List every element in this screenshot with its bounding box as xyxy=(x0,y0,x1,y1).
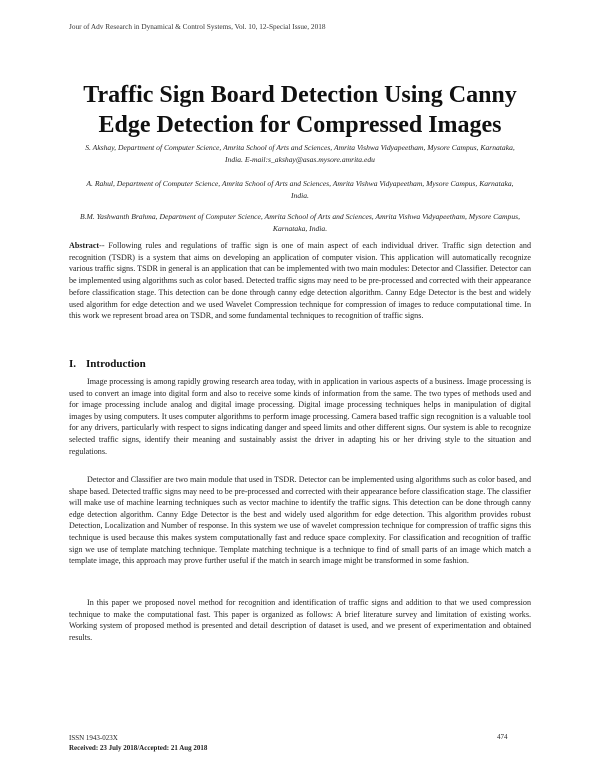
author-affiliation-2: A. Rahul, Department of Computer Science, Amrita School of Arts and Sciences, Amrita Vishwa Vidyapeetham, Mysore Campus, Karnataka, India. xyxy=(86,179,514,200)
intro-paragraph-1: Image processing is among rapidly growing research area today, with in application in various aspects of a business. Image processing is used to convert an image into digital form and also to receive some kinds of information from the same. The two types of methods used and for image processing include analog and digital image processing. Digital image processing techniques helps in manipulation of digital images by using computers. It uses computer algorithms to perform image processing. Camera based traffic sign recognition is a valuable tool for any drivers, particularly with respect to signs indicating danger and speed limits and other different signs. Our system is able to recognize selected traffic signs, identify their meaning and sustainably assist the driver in adapting his or her driving style to the situation and regulations. xyxy=(69,377,531,456)
section-title: Introduction xyxy=(86,358,146,370)
author-affiliation-1: S. Akshay, Department of Computer Science, Amrita School of Arts and Sciences, Amrita Vishwa Vidyapeetham, Mysore Campus, Karnataka, India. E-mail:s_akshay@asas.mysore.amrita.edu xyxy=(85,143,515,164)
author-affiliation-3: B.M. Yashwanth Brahma, Department of Computer Science, Amrita School of Arts and Sciences, Amrita Vishwa Vidyapeetham, Mysore Campus, Karnataka, India. xyxy=(80,212,520,233)
abstract xyxy=(69,240,531,322)
page-number: 474 xyxy=(497,733,508,741)
abstract-label: Abstract xyxy=(69,241,100,250)
running-head: Jour of Adv Research in Dynamical & Control Systems, Vol. 10, 12-Special Issue, 2018 xyxy=(69,22,326,31)
title-line-1: Traffic Sign Board Detection Using Canny xyxy=(83,82,517,108)
intro-paragraph-2: Detector and Classifier are two main module that used in TSDR. Detector can be implemented using algorithms such as color based, and shape based. Detected traffic signs may need to be pre-processed and corrected with their appearance before classification stage. The classifier will make use of machine learning techniques such as vector machine to identify the traffic signs. This detection can be done through canny edge detection algorithm. Canny Edge Detector is the best and widely used algorithm for edge detection. This algorithm provides robust Detection, Localization and Number of response. In this system we use of wavelet compression technique for compression of traffic signs this technique is used because this makes system computationally fast and reduce space complexity. For classification and recognition of traffic sign we use of template matching technique. Template matching technique is a technique to find of small parts of an image which match a template image, this approach may prove further useful if the match in search image might be transformed in some fashion. xyxy=(69,475,531,566)
title-line-2: Edge Detection for Compressed Images xyxy=(98,112,502,138)
received-accepted-dates: Received: 23 July 2018/Accepted: 21 Aug 2018 xyxy=(69,744,208,752)
footer xyxy=(69,733,207,753)
paper-title xyxy=(40,80,560,140)
intro-paragraph-3: In this paper we proposed novel method for recognition and identification of traffic signs and addition to that we used compression technique to make the computational fast. This paper is organized as follows: A brief literature survey and limitation of existing works. Working system of proposed method is presented and detail description of dataset is used, and we present of experimentation and obtained results. xyxy=(69,598,531,642)
section-heading xyxy=(69,358,146,370)
issn: ISSN 1943-023X xyxy=(69,734,118,742)
section-number: I. xyxy=(69,358,77,370)
abstract-text: -- Following rules and regulations of traffic sign is one of main aspect of each individual driver. Traffic sign detection and recognition (TSDR) is a system that aims on developing an application of computer vision. This application will automatically recognize various traffic signs. TSDR in general is an application that can be implemented with two main modules: Detector and Classifier. Detector can be implemented using algorithms such as color based. Detected traffic signs may need to be pre-processed and corrected with their appearance before classification stage. This detection can be done through canny edge detection algorithm. Canny Edge Detector is the best and widely used algorithm for edge detection and we used Wavelet Compression technique for compression of images to reduce computational time. In this work we represent broad area on TSDR, and some fundamental techniques to recognition of traffic signs. xyxy=(69,241,531,321)
